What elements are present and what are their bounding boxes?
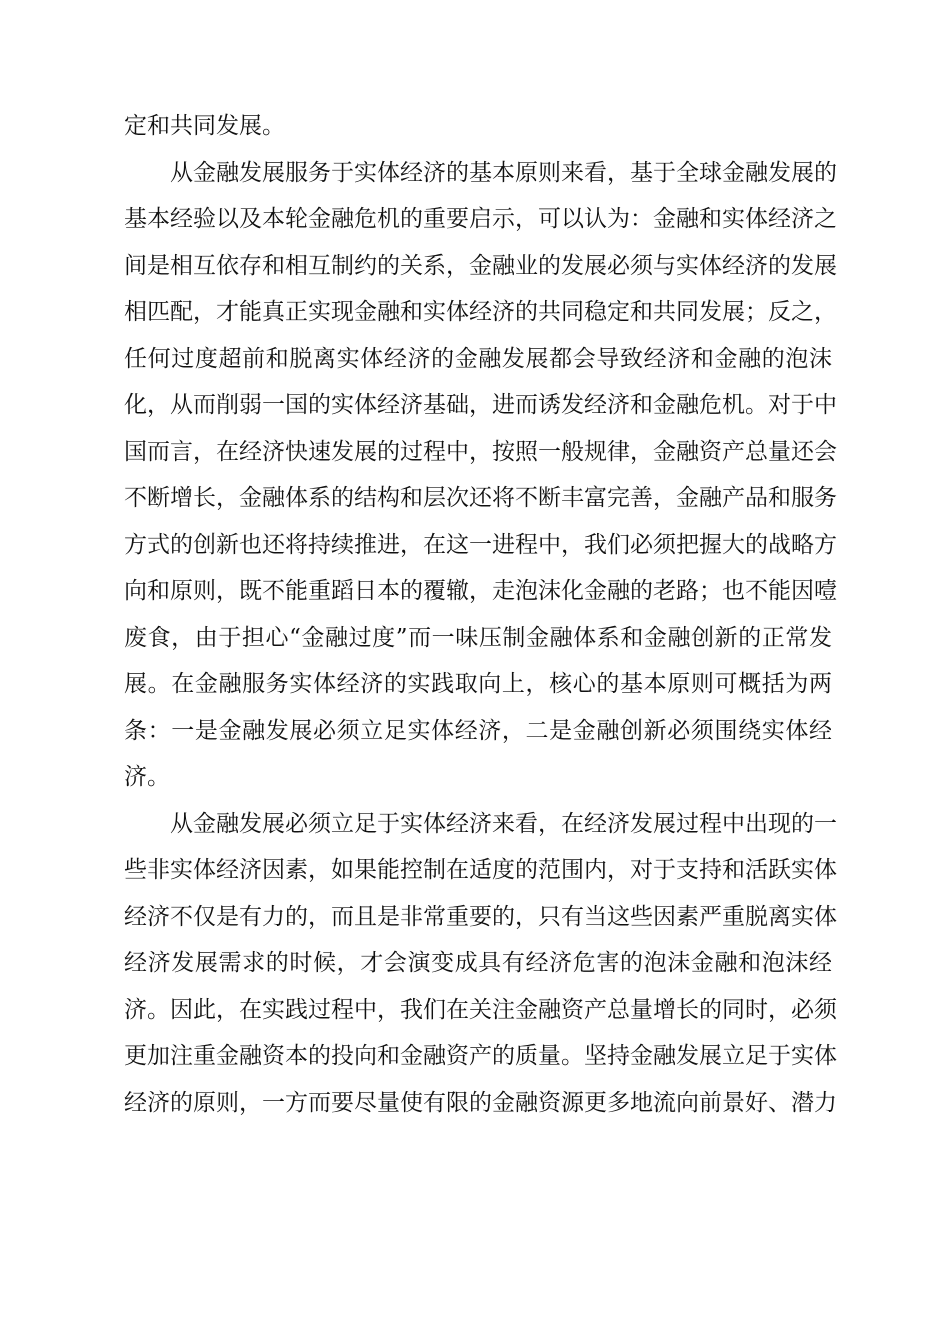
paragraph-2-line-4: 相匹配，才能真正实现金融和实体经济的共同稳定和共同发展；反之， [124, 299, 837, 325]
paragraph-3-line-5: 济。因此，在实践过程中，我们在关注金融资产总量增长的同时，必须 [124, 996, 837, 1023]
paragraph-3-line-6: 更加注重金融资本的投向和金融资产的质量。坚持金融发展立足于实体 [124, 1043, 837, 1069]
paragraph-2-line-11: 废食，由于担心“金融过度”而一味压制金融体系和金融创新的正常发 [124, 624, 832, 651]
paragraph-2-line-6: 化，从而削弱一国的实体经济基础，进而诱发经济和金融危机。对于中 [124, 392, 837, 418]
paragraph-2-line-1: 从金融发展服务于实体经济的基本原则来看，基于全球金融发展的 [170, 159, 837, 186]
paragraph-3-line-2: 些非实体经济因素，如果能控制在适度的范围内，对于支持和活跃实体 [124, 857, 837, 883]
paragraph-2-line-3: 间是相互依存和相互制约的关系，金融业的发展必须与实体经济的发展 [124, 252, 837, 279]
paragraph-2-line-10: 向和原则，既不能重蹈日本的覆辙，走泡沫化金融的老路；也不能因噎 [124, 578, 837, 604]
paragraph-2-line-14: 济。 [124, 764, 170, 790]
paragraph-2-line-13: 条：一是金融发展必须立足实体经济，二是金融创新必须围绕实体经 [124, 717, 832, 744]
paragraph-1-line-1: 定和共同发展。 [124, 113, 285, 139]
paragraph-2-line-5: 任何过度超前和脱离实体经济的金融发展都会导致经济和金融的泡沫 [124, 345, 832, 372]
paragraph-2-line-9: 方式的创新也还将持续推进，在这一进程中，我们必须把握大的战略方 [124, 531, 837, 558]
paragraph-3-line-7: 经济的原则，一方而要尽量使有限的金融资源更多地流向前景好、潜力 [124, 1089, 837, 1116]
paragraph-2-line-2: 基本经验以及本轮金融危机的重要启示，可以认为：金融和实体经济之 [124, 206, 837, 232]
paragraph-2-line-12: 展。在金融服务实体经济的实践取向上，核心的基本原则可概括为两 [124, 671, 832, 697]
document-body [124, 103, 837, 1126]
paragraph-3-line-1: 从金融发展必须立足于实体经济来看，在经济发展过程中出现的一 [170, 810, 837, 837]
paragraph-2-line-8: 不断增长，金融体系的结构和层次还将不断丰富完善，金融产品和服务 [124, 485, 837, 511]
paragraph-2-line-7: 国而言，在经济快速发展的过程中，按照一般规律，金融资产总量还会 [124, 438, 837, 465]
paragraph-3-line-4: 经济发展需求的时候，才会演变成具有经济危害的泡沫金融和泡沫经 [124, 950, 832, 976]
paragraph-3-line-3: 经济不仅是有力的，而且是非常重要的，只有当这些因素严重脱离实体 [124, 903, 837, 930]
